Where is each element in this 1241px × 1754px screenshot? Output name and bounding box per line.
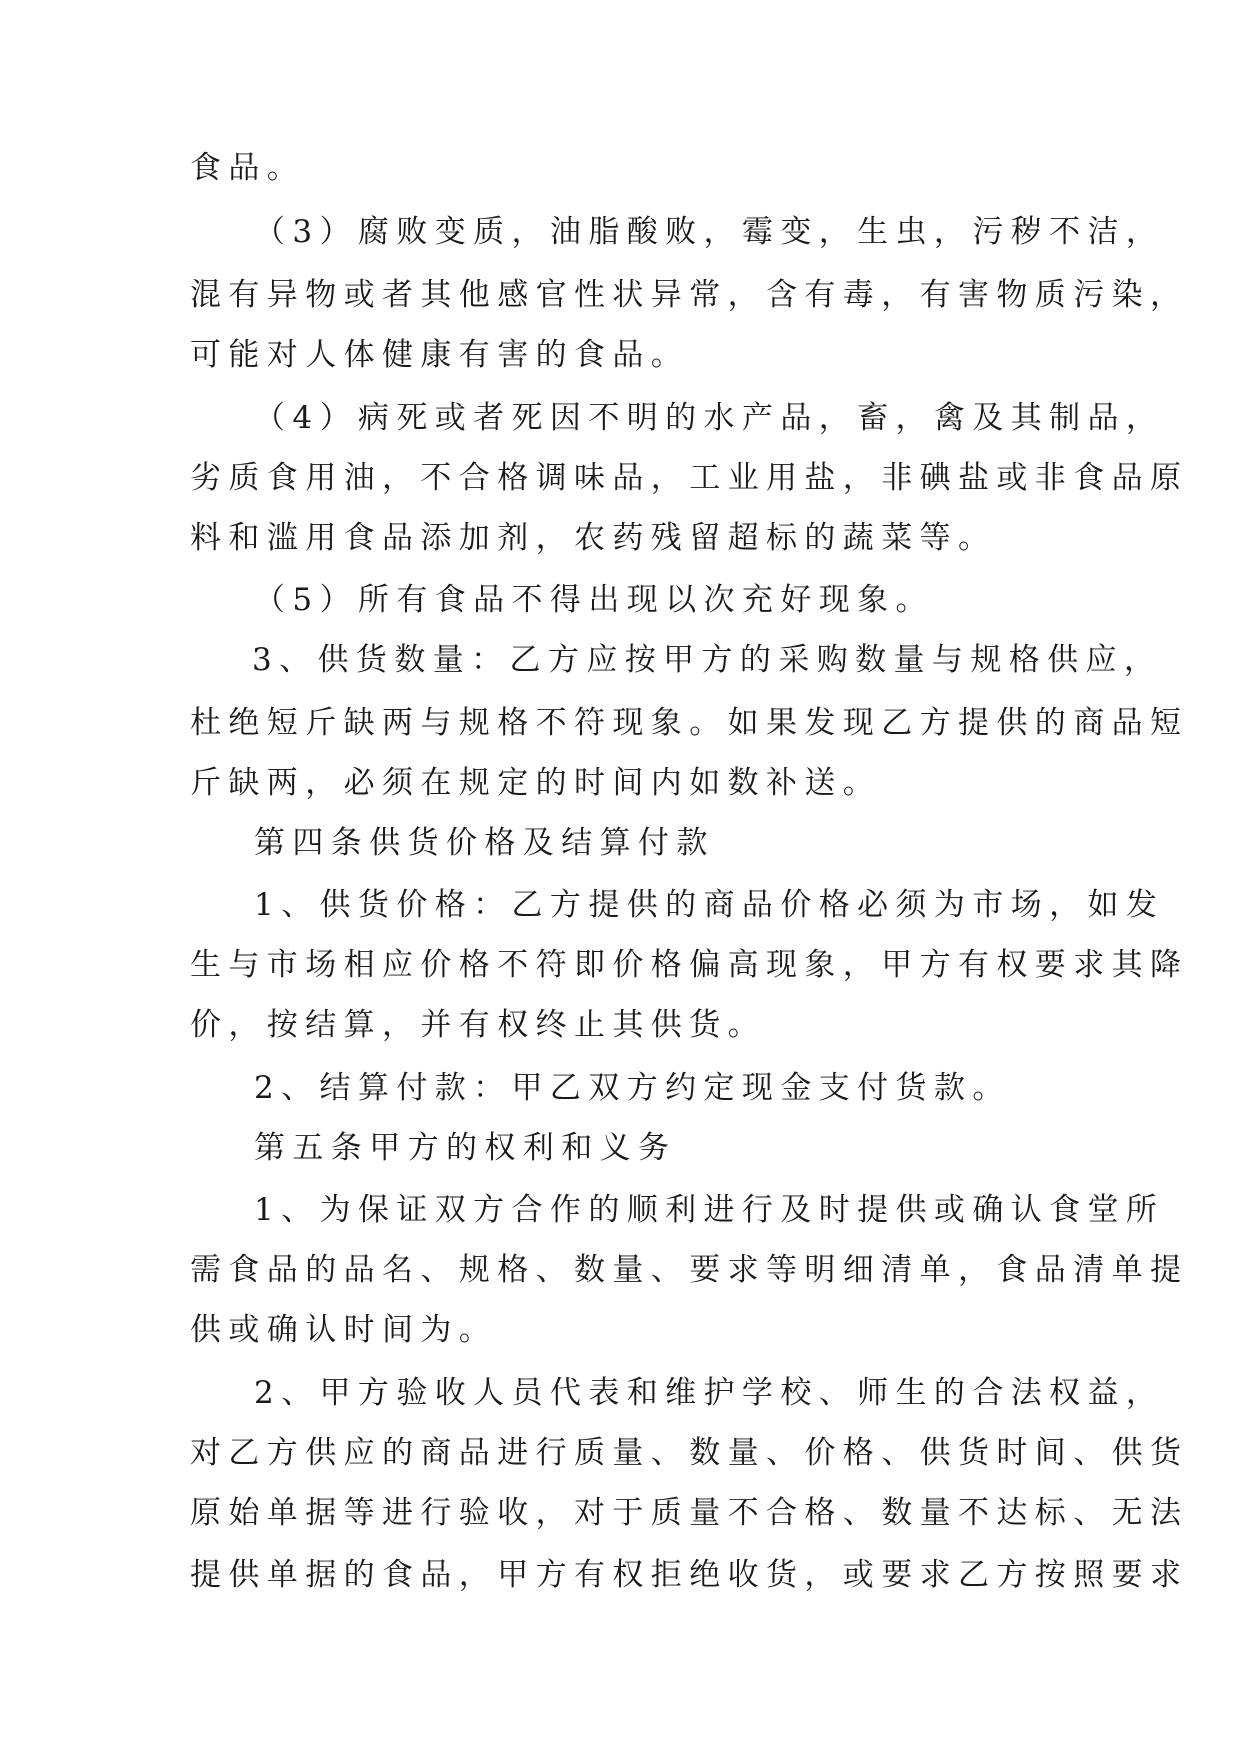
text-line: （3）腐败变质，油脂酸败，霉变，生虫，污秽不洁，	[254, 214, 1165, 250]
text-line: 杜绝短斤缺两与规格不符现象。如果发现乙方提供的商品短	[190, 705, 1189, 741]
text-line: 价，按结算，并有权终止其供货。	[190, 1007, 766, 1043]
text-line: 斤缺两，必须在规定的时间内如数补送。	[190, 765, 882, 801]
text-line: （4）病死或者死因不明的水产品，畜，禽及其制品，	[254, 400, 1165, 436]
text-line: 需食品的品名、规格、数量、要求等明细清单，食品清单提	[190, 1252, 1189, 1288]
text-line: 2、结算付款：甲乙双方约定现金支付货款。	[254, 1070, 1011, 1106]
text-line: 供或确认时间为。	[190, 1312, 498, 1348]
section-heading: 第五条甲方的权利和义务	[254, 1130, 677, 1166]
text-line: 生与市场相应价格不符即价格偏高现象，甲方有权要求其降	[190, 947, 1189, 983]
text-line: 1、为保证双方合作的顺利进行及时提供或确认食堂所	[254, 1192, 1165, 1228]
text-line: 料和滥用食品添加剂，农药残留超标的蔬菜等。	[190, 520, 997, 556]
text-line: 对乙方供应的商品进行质量、数量、价格、供货时间、供货	[190, 1435, 1189, 1471]
text-line: 3、供货数量：乙方应按甲方的采购数量与规格供应，	[252, 642, 1163, 678]
text-line: （5）所有食品不得出现以次充好现象。	[254, 582, 934, 618]
text-line: 食品。	[190, 150, 306, 186]
section-heading: 第四条供货价格及结算付款	[254, 825, 715, 861]
text-line: 可能对人体健康有害的食品。	[190, 337, 690, 373]
text-line: 原始单据等进行验收，对于质量不合格、数量不达标、无法	[190, 1495, 1189, 1531]
text-line: 1、供货价格：乙方提供的商品价格必须为市场，如发	[254, 887, 1165, 923]
text-line: 2、甲方验收人员代表和维护学校、师生的合法权益，	[254, 1375, 1165, 1411]
text-line: 劣质食用油，不合格调味品，工业用盐，非碘盐或非食品原	[190, 460, 1189, 496]
text-line: 混有异物或者其他感官性状异常，含有毒，有害物质污染，	[190, 277, 1189, 313]
text-line: 提供单据的食品，甲方有权拒绝收货，或要求乙方按照要求	[190, 1557, 1189, 1593]
